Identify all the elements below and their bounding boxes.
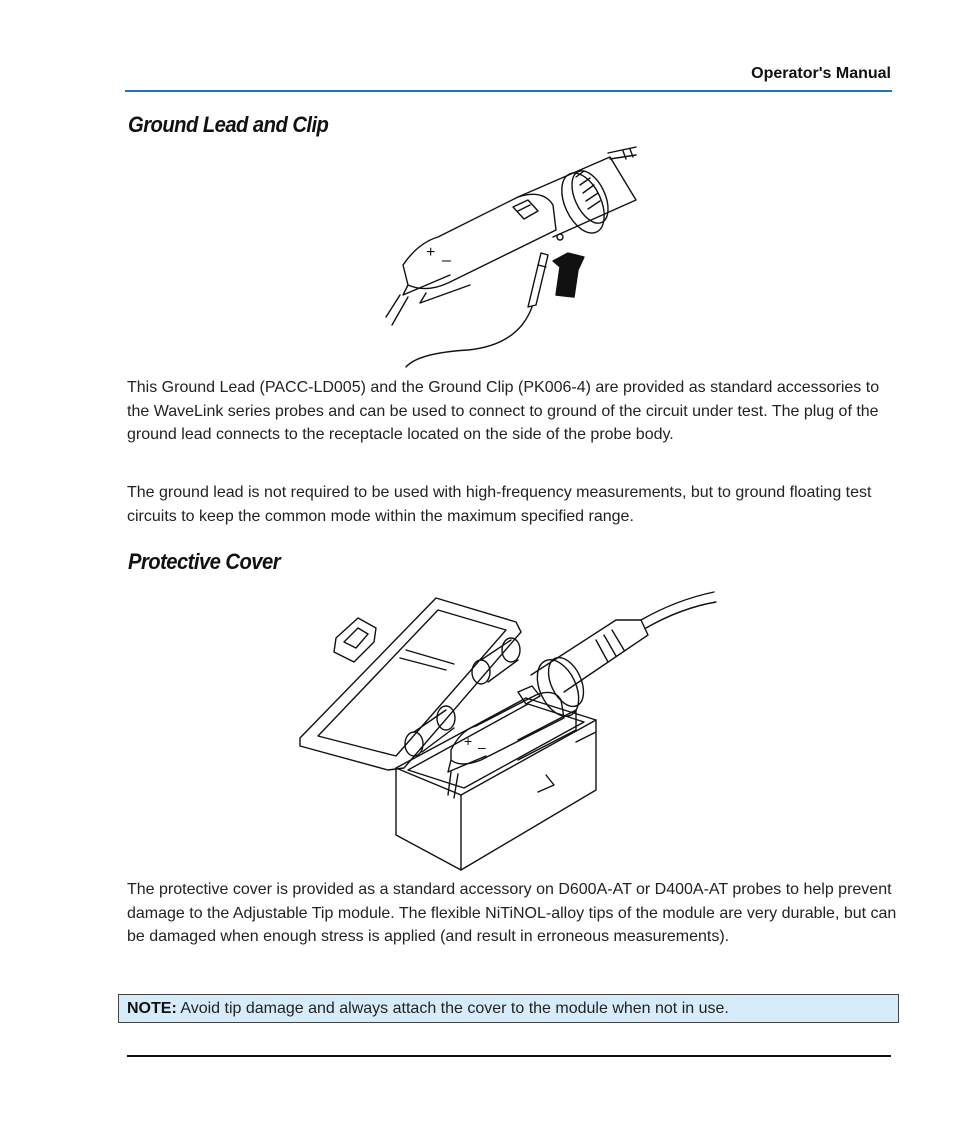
note-text: Avoid tip damage and always attach the cover to the module when not in use. [176,1000,729,1017]
section-heading-ground-lead: Ground Lead and Clip [128,112,329,137]
header-rule [125,90,892,92]
plus-mark: + [426,244,436,261]
minus-mark: – [442,252,451,269]
footer-rule [127,1055,891,1057]
header-title: Operator's Manual [751,65,891,82]
protective-cover-paragraph: The protective cover is provided as a standard accessory on D600A-AT or D400A-AT probes to help prevent damage to the Adjustable Tip module. The flexible NiTiNOL-alloy tips of the module are very durable, but can be damaged when enough stress is applied (and result in erroneous measurements). [127,881,897,945]
section-heading-protective-cover: Protective Cover [128,549,281,574]
ground-lead-paragraph-2: The ground lead is not required to be used with high-frequency measurements, but to ground floating test circuits to keep the common mode within the maximum specified range. [127,484,872,525]
protective-cover-illustration [296,580,721,872]
note-label: NOTE: [127,1000,177,1017]
minus-mark-2: – [478,739,486,755]
note-box [118,994,899,1023]
ground-lead-illustration [378,145,640,370]
ground-lead-paragraph-1: This Ground Lead (PACC-LD005) and the Ground Clip (PK006-4) are provided as standard accessories to the WaveLink series probes and can be used to connect to ground of the circuit under test. The plug of the ground lead connects to the receptacle located on the side of the probe body. [127,379,880,443]
plus-mark-2: + [464,733,473,749]
